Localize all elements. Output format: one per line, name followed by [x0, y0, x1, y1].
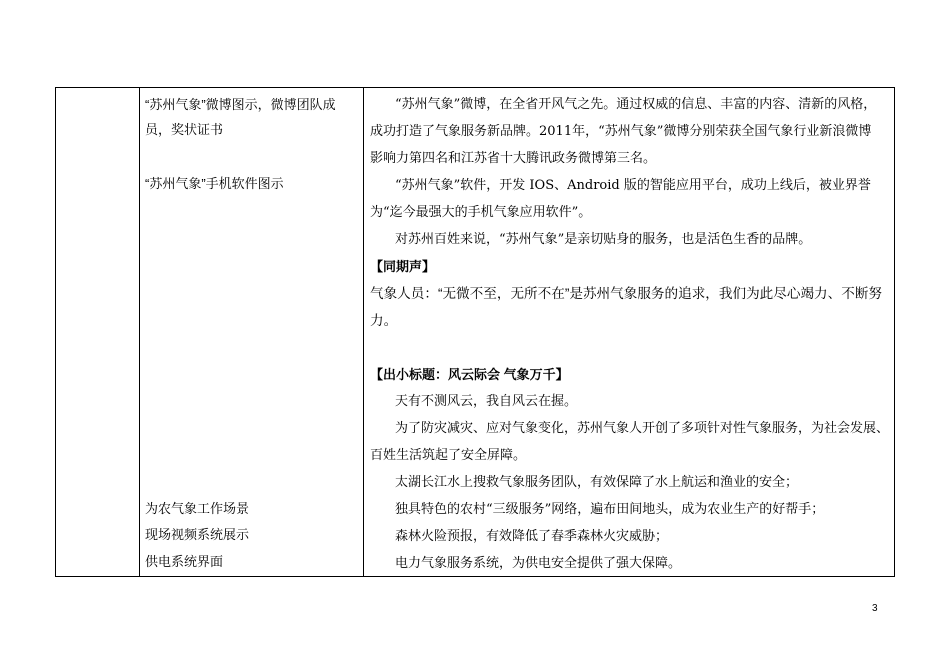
paragraph-6: 太湖长江水上搜救气象服务团队，有效保障了水上航运和渔业的安全；: [395, 475, 799, 490]
paragraph-2-line-1: “苏州气象”软件，开发 IOS、Android 版的智能应用平台，成功上线后，被业界誉: [395, 178, 871, 193]
paragraph-5-line-2: 百姓生活筑起了安全屏障。: [370, 448, 527, 463]
paragraph-1-line-3: 影响力第四名和江苏省十大腾讯政务微博第三名。: [370, 151, 657, 166]
paragraph-7: 独具特色的农村“三级服务”网络，遍布田间地头，成为农业生产的好帮手；: [395, 502, 825, 517]
paragraph-2-line-2: 为“迄今最强大的手机气象应用软件”。: [370, 205, 592, 220]
caption-weibo-line-2: 员，奖状证书: [145, 122, 224, 137]
paragraph-4: 天有不测风云，我自风云在握。: [395, 394, 578, 409]
paragraph-9: 电力气象服务系统，为供电安全提供了强大保障。: [395, 556, 682, 571]
quote-line-2: 力。: [370, 313, 398, 328]
quote-line-1: 气象人员：“无微不至，无所不在”是苏州气象服务的追求，我们为此尽心竭力、不断努: [370, 286, 883, 301]
paragraph-8: 森林火险预报，有效降低了春季森林火灾威胁；: [395, 529, 669, 544]
paragraph-5-line-1: 为了防灾减灾、应对气象变化，苏州气象人开创了多项针对性气象服务，为社会发展、: [395, 421, 890, 436]
paragraph-1-line-1: “苏州气象”微博，在全省开风气之先。通过权威的信息、丰富的内容、清新的风格，: [395, 97, 877, 112]
caption-app: “苏州气象”手机软件图示: [145, 176, 284, 191]
heading-synchronous-sound: 【同期声】: [370, 259, 436, 274]
paragraph-3: 对苏州百姓来说，“苏州气象”是亲切贴身的服务，也是活色生香的品牌。: [395, 232, 812, 247]
paragraph-1-line-2: 成功打造了气象服务新品牌。2011年，“苏州气象”微博分别荣获全国气象行业新浪微博: [370, 124, 872, 139]
column-divider-2: [363, 88, 364, 576]
caption-weibo-line-1: “苏州气象”微博图示，微博团队成: [145, 97, 336, 112]
caption-power-system: 供电系统界面: [145, 554, 224, 569]
heading-subtitle: 【出小标题：风云际会 气象万千】: [370, 367, 569, 382]
caption-agri-scene: 为农气象工作场景: [145, 501, 250, 516]
page-number: 3: [872, 603, 878, 614]
column-divider-1: [139, 88, 140, 576]
caption-video-system: 现场视频系统展示: [145, 527, 250, 542]
